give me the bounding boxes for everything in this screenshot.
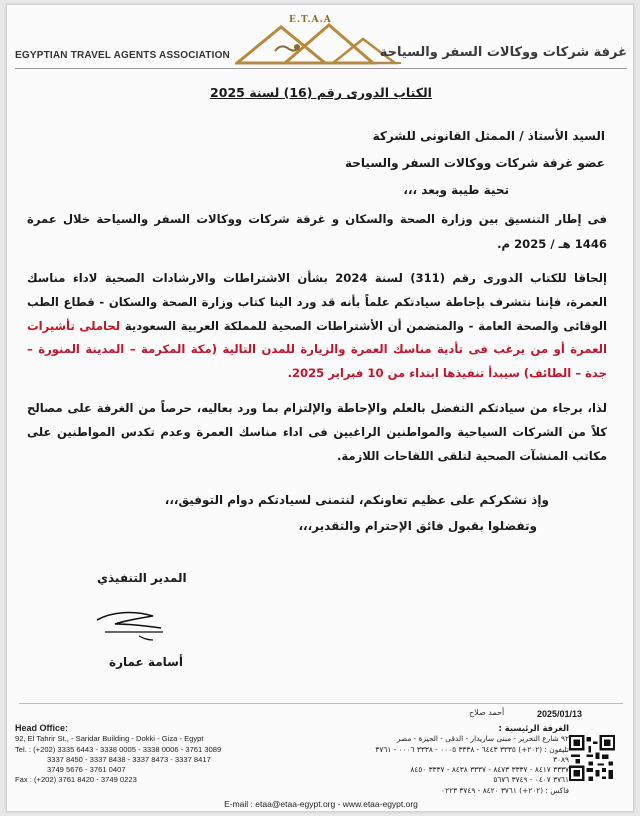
footer-contact: E-mail : etaa@etaa-egypt.org - www.etaa-egypt.org [224,799,418,809]
footer-label-ar: الغرفة الرئيسية : [498,723,569,733]
greeting: تحية طيبة وبعد ،،، [403,183,509,197]
body-1-text: إلحاقا للكتاب الدورى رقم (311) لسنة 2024 بشأن الاشتراطات والارشادات الصحية لاداء مناسك العمرة، فإننا نتشرف بإحاطة سيادتكم علماً بأنه قد ورد الينا كتاب وزارة الصحة والسكان - قطاع الطب الوقائى والصحة العامة - والمتضمن أن الأشتراطات الصحية للمملكة العربية السعودية [27,271,607,333]
letter-page [6,4,634,812]
footer-divider [19,703,623,704]
letter-title: الكتاب الدورى رقم (16) لسنة 2025 [210,85,432,100]
letterhead [7,5,635,71]
footer-address-line-en: 92, El Tahrir St., - Saridar Building - Dokki - Giza - Egypt [15,734,204,744]
footer-address-en [15,723,221,786]
footer-address-ar [369,723,569,796]
intro-paragraph: فى إطار التنسيق بين وزارة الصحة والسكان و غرفة شركات ووكالات السفر والسياحة خلال عمرة 1446 هـ / 2025 م. [27,212,607,251]
org-name-en: EGYPTIAN TRAVEL AGENTS ASSOCIATION [15,50,230,61]
footer-tel-2-ar: ٣٣٣٧ ٨٤١٧ - ٣٣٣٧ ٨٤٧٣ - ٣٣٣٧ ٨٤٣٨ - ٣٣٣٧ ٨٤٥٠ [410,765,569,775]
author-initials: أحمد صلاح [469,708,505,717]
footer-tel-3-ar: ٣٧٦١ ٠٤٠٧ - ٣٧٤٩ ٥٦٧٦ [493,775,569,785]
letterhead-acronym: E.T.A.A [289,15,332,25]
body-1-highlight: لحاملى تأشيرات العمرة أو من يرغب فى تأدية مناسك العمرة والزيارة للمدن التالية (مكة المكرمة – المدينة المنورة – جدة – الطائف) سيبدأ تنفيذها ابتداء من 10 فبراير 2025. [27,318,607,381]
letter-date: 2025/01/13 [537,709,583,719]
signatory-title: المدير التنفيذي [97,571,187,585]
signatory-name: أسامة عمارة [109,655,184,669]
footer-label-en: Head Office: [15,723,69,733]
footer-tel-2-en: 3337 8450 - 3337 8438 - 3337 8473 - 3337 8417 [47,754,211,764]
footer-fax-en: Fax : (+202) 3761 8420 - 3749 0223 [15,775,137,785]
footer-fax-ar: فاكس : (٢٠٢+) ٣٧٦١ ٨٤٢٠ - ٣٧٤٩ ٠٢٢٣ [441,785,569,795]
salutation-line-2: عضو غرفة شركات ووكالات السفر والسياحة [345,156,605,170]
footer-address-line-ar: ٩٢ شارع التحرير - مبنى ساريدار - الدقى - الجيزة - مصر [396,734,569,744]
body-paragraph-2: لذا، برجاء من سيادتكم التفضل بالعلم والإحاطة والإلتزام بما ورد بعاليه، حرصاً من الغرفة على مصالح كلاً من الشركات السياحية والمواطنين الراغبين فى اداء مناسك العمرة وعدم تكدس المواطنين على مكاتب المنشآت الصحية لتلقى اللقاحات اللازمة. [27,401,607,463]
closing-line-1: وإذ نشكركم على عظيم تعاونكم، لنتمنى لسيادتكم دوام التوفيق،،، [164,493,549,507]
org-name-ar: غرفة شركات ووكالات السفر والسياحة [379,45,627,60]
closing-line-2: وتفضلوا بقبول فائق الإحترام والتقدير،،، [298,519,537,533]
salutation-line-1: السيد الأستاذ / الممثل القانونى للشركة [372,129,605,143]
header-divider [15,68,627,69]
footer-tel-1-ar: تليفون : (٢٠٢+) ٣٣٣٥ ٦٤٤٣ - ٣٣٣٨ ٠٠٠٥ - ٣٣٣٨ ٠٠٠٦ - ٣٧٦١ ٣٠٨٩ [375,744,569,764]
footer-tel-3-en: 3749 5676 - 3761 0407 [47,765,126,775]
qr-code-icon [569,735,615,781]
handwritten-signature-icon [91,602,171,646]
body-paragraph-1 [27,267,607,386]
footer-tel-1-en: Tel. : (+202) 3335 6443 - 3338 0005 - 3338 0006 - 3761 3089 [15,744,222,754]
